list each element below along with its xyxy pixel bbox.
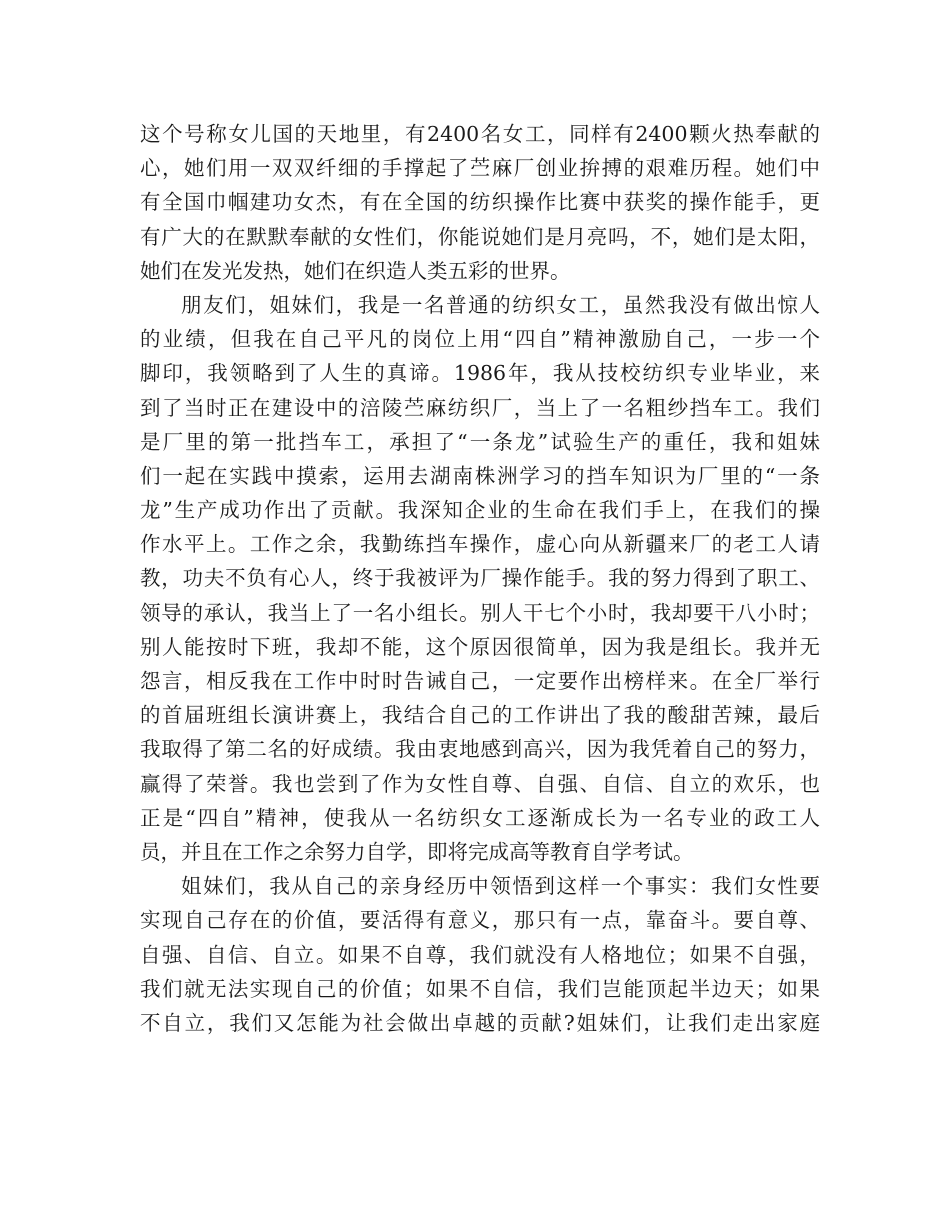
text-line: 我们就无法实现自己的价值；如果不自信，我们岂能顶起半边天；如果	[140, 976, 820, 1001]
text-line: 她们在发光发热，她们在织造人类五彩的世界。	[140, 258, 571, 283]
text-line: 的首届班组长演讲赛上，我结合自己的工作讲出了我的酸甜苦辣，最后	[140, 703, 820, 728]
document-body	[140, 117, 820, 1040]
text-line: 脚印，我领略到了人生的真谛。1986年，我从技校纺织专业毕业，来	[140, 361, 820, 386]
text-line: 心，她们用一双双纤细的手撑起了苎麻厂创业拚搏的艰难历程。她们中	[140, 156, 820, 181]
text-line: 有全国巾帼建功女杰，有在全国的纺织操作比赛中获奖的操作能手，更	[140, 190, 820, 215]
text-line: 正是“四自”精神，使我从一名纺织女工逐渐成长为一名专业的政工人	[140, 805, 820, 830]
text-line: 龙”生产成功作出了贡献。我深知企业的生命在我们手上，在我们的操	[140, 498, 820, 523]
text-line: 自强、自信、自立。如果不自尊，我们就没有人格地位；如果不自强，	[140, 942, 820, 967]
text-line: 别人能按时下班，我却不能，这个原因很简单，因为我是组长。我并无	[140, 634, 820, 659]
text-line: 实现自己存在的价值，要活得有意义，那只有一点，靠奋斗。要自尊、	[140, 908, 820, 933]
text-line: 怨言，相反我在工作中时时告诫自己，一定要作出榜样来。在全厂举行	[140, 669, 820, 693]
text-line: 的业绩，但我在自己平凡的岗位上用“四自”精神激励自己，一步一个	[140, 327, 820, 352]
paragraph-first-line: 朋友们，姐妹们，我是一名普通的纺织女工，虽然我没有做出惊人	[181, 292, 820, 317]
text-line: 教，功夫不负有心人，终于我被评为厂操作能手。我的努力得到了职工、	[140, 566, 820, 591]
text-line: 到了当时正在建设中的涪陵苎麻纺织厂，当上了一名粗纱挡车工。我们	[140, 395, 820, 420]
paragraph-first-line: 姐妹们，我从自己的亲身经历中领悟到这样一个事实：我们女性要	[181, 874, 820, 899]
text-line: 是厂里的第一批挡车工，承担了“一条龙”试验生产的重任，我和姐妹	[140, 429, 820, 454]
text-line: 领导的承认，我当上了一名小组长。别人干七个小时，我却要干八小时；	[140, 600, 820, 625]
text-line: 有广大的在默默奉献的女性们，你能说她们是月亮吗，不，她们是太阳，	[140, 224, 820, 249]
text-line: 员，并且在工作之余努力自学，即将完成高等教育自学考试。	[140, 839, 694, 864]
text-line: 我取得了第二名的好成绩。我由衷地感到高兴，因为我凭着自己的努力，	[140, 737, 820, 762]
text-line: 赢得了荣誉。我也尝到了作为女性自尊、自强、自信、自立的欢乐，也	[140, 771, 820, 796]
text-line: 作水平上。工作之余，我勤练挡车操作，虚心向从新疆来厂的老工人请	[140, 532, 820, 557]
text-line: 们一起在实践中摸索，运用去湖南株洲学习的挡车知识为厂里的“一条	[140, 463, 820, 488]
text-line: 不自立，我们又怎能为社会做出卓越的贡献?姐妹们，让我们走出家庭	[140, 1010, 820, 1035]
text-line: 这个号称女儿国的天地里，有2400名女工，同样有2400颗火热奉献的	[140, 122, 820, 146]
